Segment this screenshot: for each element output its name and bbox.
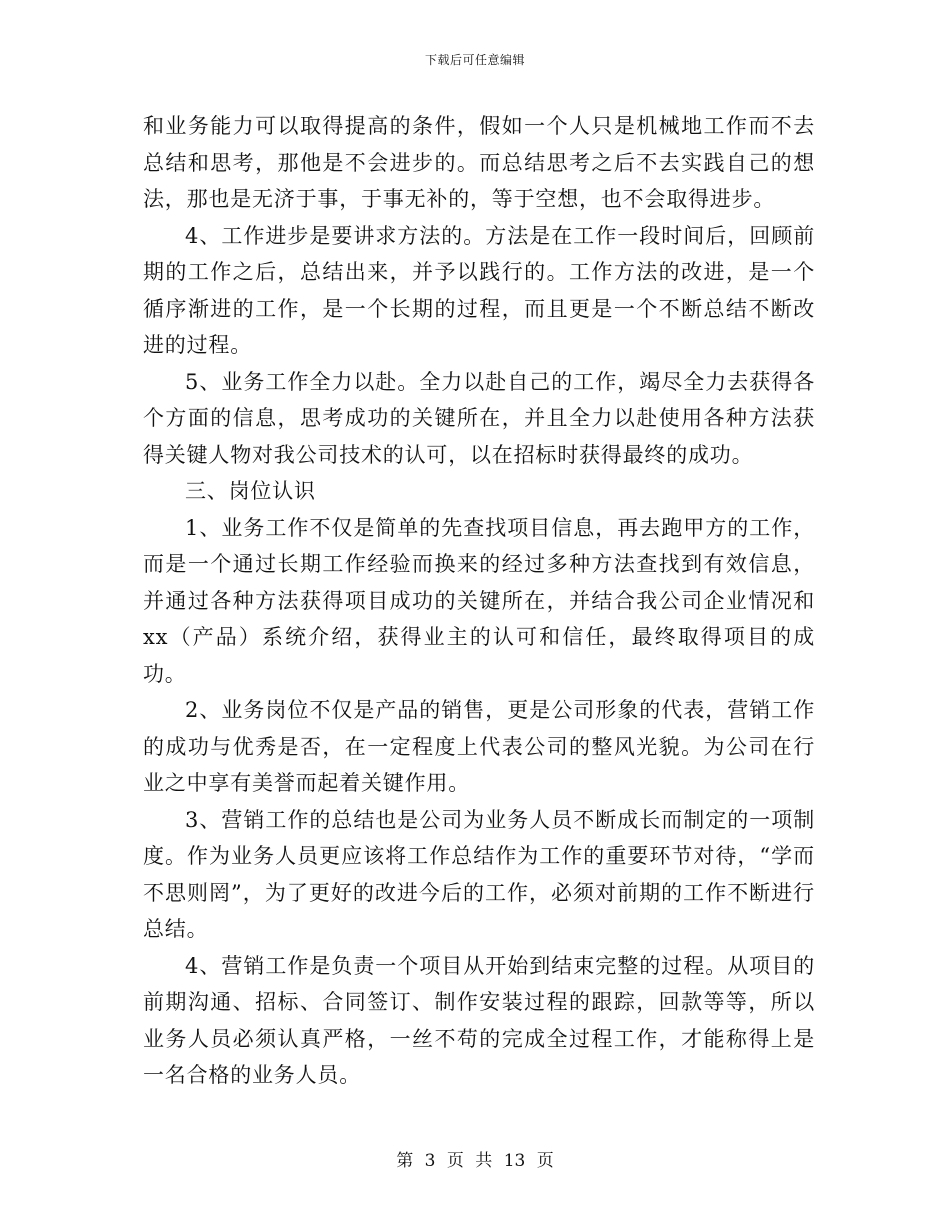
page-number-footer: 第 3 页 共 13 页 — [396, 1151, 554, 1171]
paragraph: 1、业务工作不仅是简单的先查找项目信息，再去跑甲方的工作，而是一个通过长期工作经验而换来的经过多种方法查找到有效信息，并通过各种方法获得项目成功的关键所在，并结合我公司企业情况和xx（产品）系统介绍，获得业主的认可和信任，最终取得项目的成功。 — [143, 515, 815, 686]
document-body — [143, 108, 815, 1094]
paragraph: 和业务能力可以取得提高的条件，假如一个人只是机械地工作而不去总结和思考，那他是不会进步的。而总结思考之后不去实践自己的想法，那也是无济于事，于事无补的，等于空想，也不会取得进步。 — [143, 114, 815, 211]
paragraph: 3、营销工作的总结也是公司为业务人员不断成长而制定的一项制度。作为业务人员更应该将工作总结作为工作的重要环节对待，“学而不思则罔”，为了更好的改进今后的工作，必须对前期的工作不断进行总结。 — [143, 807, 815, 941]
paragraph: 5、业务工作全力以赴。全力以赴自己的工作，竭尽全力去获得各个方面的信息，思考成功的关键所在，并且全力以赴使用各种方法获得关键人物对我公司技术的认可，以在招标时获得最终的成功。 — [143, 369, 815, 467]
paragraph: 2、业务岗位不仅是产品的销售，更是公司形象的代表，营销工作的成功与优秀是否，在一定程度上代表公司的整风光貌。为公司在行业之中享有美誉而起着关键作用。 — [143, 698, 815, 795]
paragraph: 4、工作进步是要讲求方法的。方法是在工作一段时间后，回顾前期的工作之后，总结出来，并予以践行的。工作方法的改进，是一个循序渐进的工作，是一个长期的过程，而且更是一个不断总结不断改进的过程。 — [143, 223, 815, 357]
page-header: 下载后可任意编辑 — [424, 53, 525, 67]
section-heading: 三、岗位认识 — [185, 479, 316, 503]
paragraph: 4、营销工作是负责一个项目从开始到结束完整的过程。从项目的前期沟通、招标、合同签订、制作安装过程的跟踪，回款等等，所以业务人员必须认真严格，一丝不苟的完成全过程工作，才能称得上是一名合格的业务人员。 — [143, 953, 815, 1087]
